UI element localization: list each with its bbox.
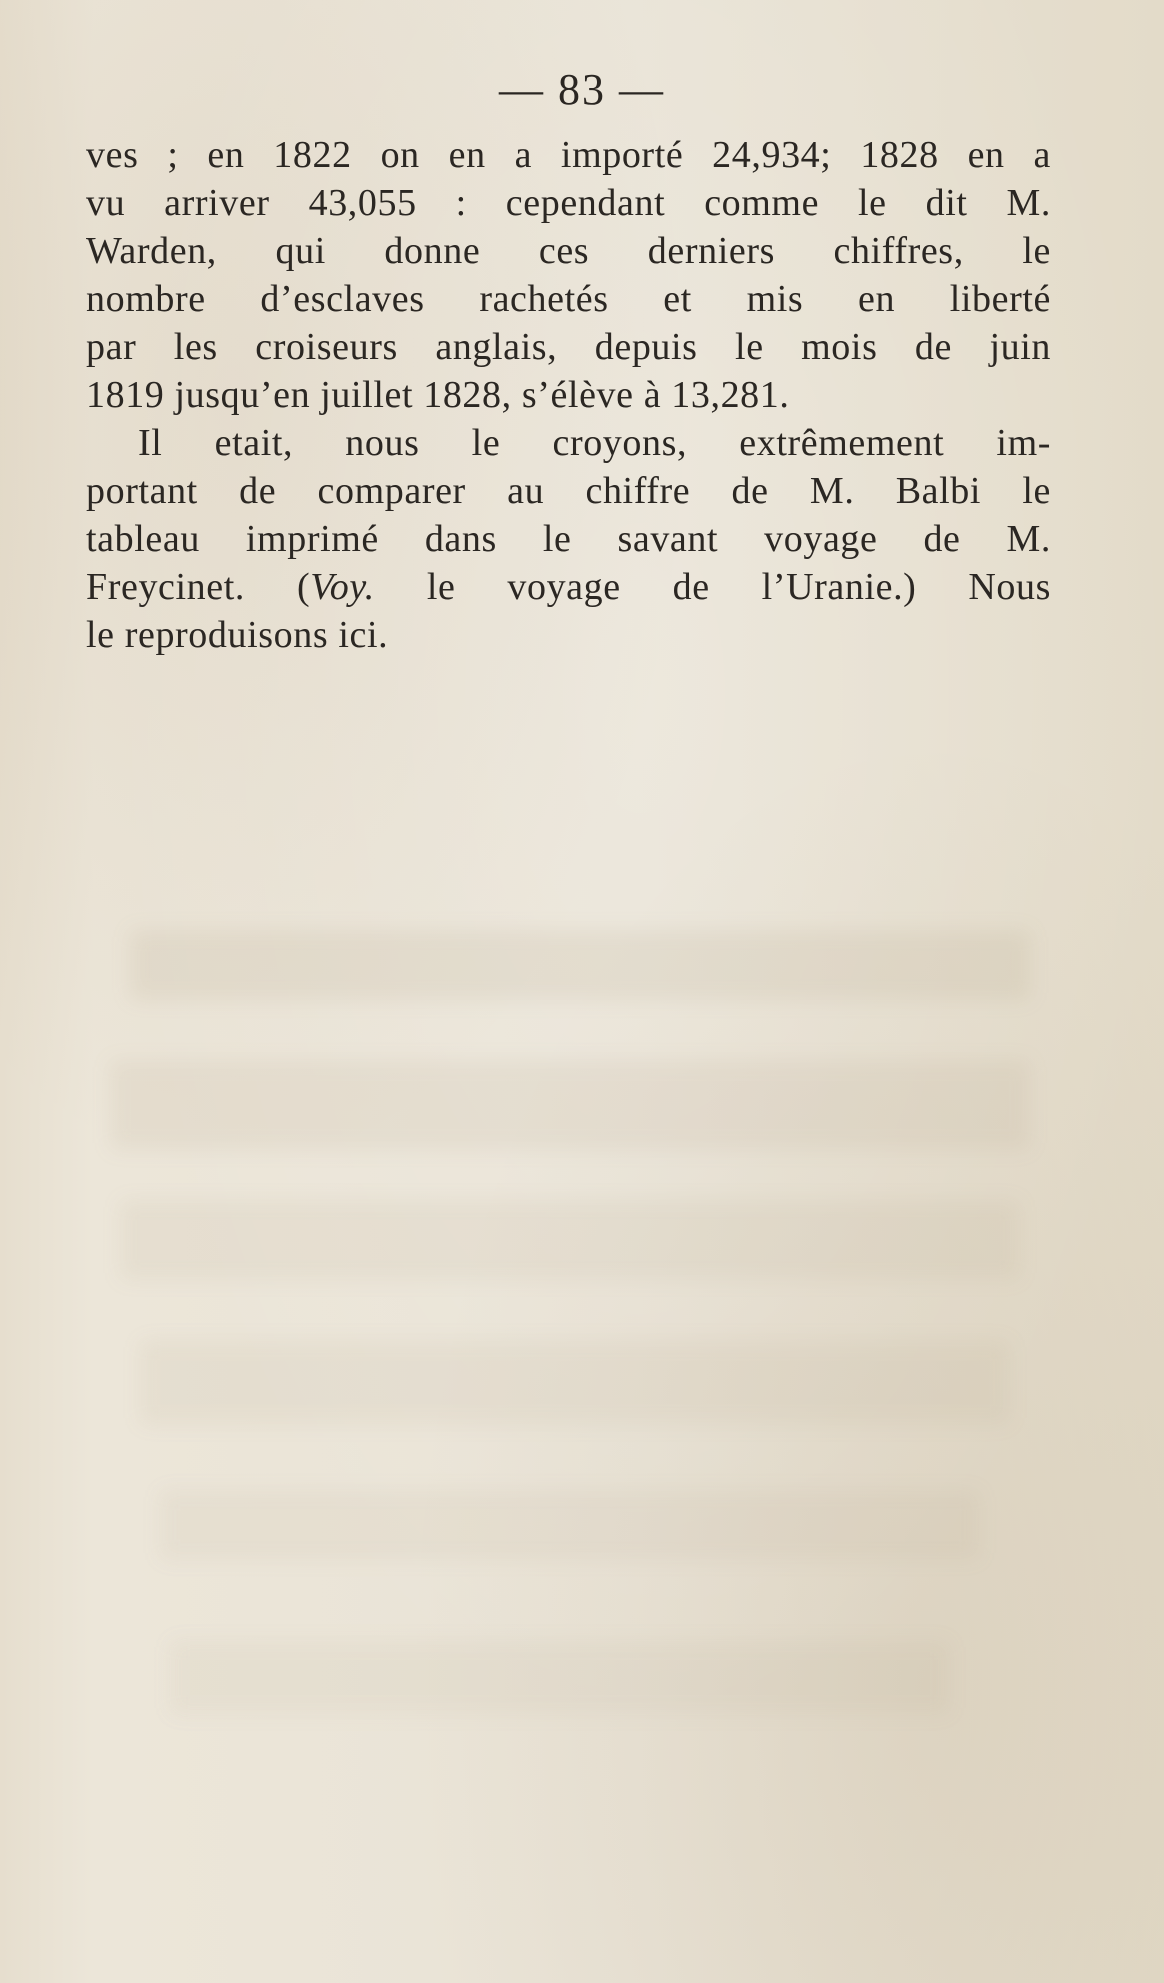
body-text [86, 131, 1051, 659]
bleed-through-mark [160, 1490, 980, 1560]
italic-abbreviation: Voy. [310, 566, 375, 608]
text-line: Warden, qui donne ces derniers chiffres, le [86, 230, 1051, 272]
text-line: portant de comparer au chiffre de M. Balbi le [86, 470, 1051, 512]
text-line: nombre d’esclaves rachetés et mis en liberté [86, 278, 1051, 320]
text-line-with-emphasis [86, 563, 1051, 611]
paragraph-start-line: Il etait, nous le croyons, extrêmement im- [138, 422, 1051, 464]
bleed-through-mark [170, 1640, 950, 1715]
text-line: 1819 jusqu’en juillet 1828, s’élève à 13,281. [86, 374, 790, 416]
text-fragment: le voyage de l’Uranie.) Nous [374, 566, 1051, 608]
text-line: ves ; en 1822 on en a importé 24,934; 1828 en a [86, 134, 1051, 176]
text-line: par les croiseurs anglais, depuis le mois de juin [86, 326, 1051, 368]
text-fragment: Freycinet. ( [86, 566, 311, 608]
bleed-through-mark [130, 930, 1030, 1000]
bleed-through-mark [140, 1340, 1010, 1425]
text-line: vu arriver 43,055 : cependant comme le dit M. [86, 182, 1051, 224]
bleed-through-mark [110, 1060, 1030, 1150]
bleed-through-mark [120, 1200, 1020, 1280]
text-line: tableau imprimé dans le savant voyage de M. [86, 518, 1051, 560]
page-number: — 83 — [499, 65, 665, 114]
text-line: le reproduisons ici. [86, 614, 389, 656]
